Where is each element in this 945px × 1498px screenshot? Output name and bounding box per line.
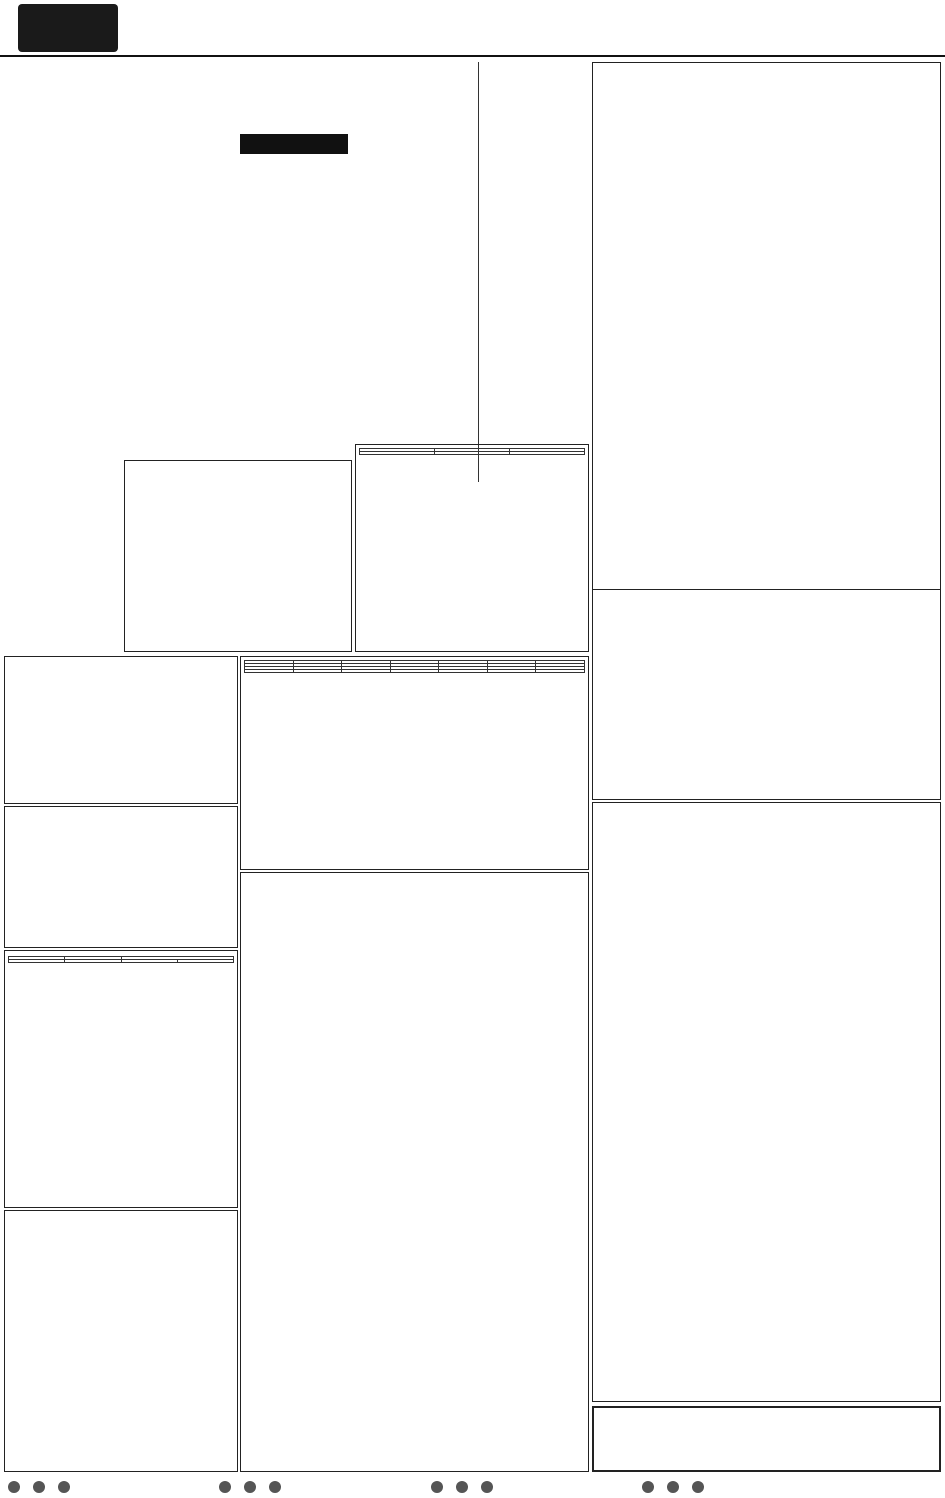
registration-dot-icon [219,1481,231,1493]
registration-dot-icon [269,1481,281,1493]
table-cell [487,670,536,673]
sundargarh-declaration [240,872,589,1472]
story1-headline-box [4,60,474,120]
idco-td-from [121,960,177,963]
table-cell [390,670,439,673]
ohpc-table [359,448,585,455]
oscsc-notice [4,806,238,948]
table-cell [293,670,342,673]
registration-dot-icon [456,1481,468,1493]
idco-bid-table [8,956,234,963]
story4-body [124,252,476,424]
career-box [592,1406,941,1472]
registration-dot-icon [33,1481,45,1493]
story4-block [124,246,476,456]
idco-notice [4,950,238,1208]
story1-body [4,126,474,244]
page-header [0,0,945,56]
newspaper-logo [18,4,118,52]
berhampur-notice [124,460,352,652]
ohpc-td-sl [360,452,435,455]
table-cell [439,670,488,673]
registration-dot-icon [481,1481,493,1493]
ohpc-td-cost [510,452,585,455]
registration-dot-icon [667,1481,679,1493]
header-rule [0,55,945,57]
ohpc-td-work [435,452,510,455]
registration-dot-icon [58,1481,70,1493]
registration-dot-icon [8,1481,20,1493]
revenue-notification [592,62,941,590]
idco-td-officer [9,960,65,963]
registration-dot-icon [244,1481,256,1493]
omc-notice [240,656,589,870]
ranpur-notice [4,1210,238,1472]
registration-dot-icon [431,1481,443,1493]
table-cell [536,670,585,673]
registration-dot-icon [642,1481,654,1493]
story2-column [478,62,588,482]
story3-column [4,248,122,648]
table-cell [245,670,294,673]
idco-td-to [177,960,233,963]
oaic-notice [4,656,238,804]
bhumi-sign-block [592,590,941,800]
sundargarh-notification [592,802,941,1402]
table-row [245,670,585,673]
idco-td-bid [65,960,121,963]
table-cell [342,670,391,673]
ohpc-notice [355,444,589,652]
registration-dot-icon [692,1481,704,1493]
omc-table [244,660,585,673]
page-footer-registration-marks [0,1478,945,1498]
